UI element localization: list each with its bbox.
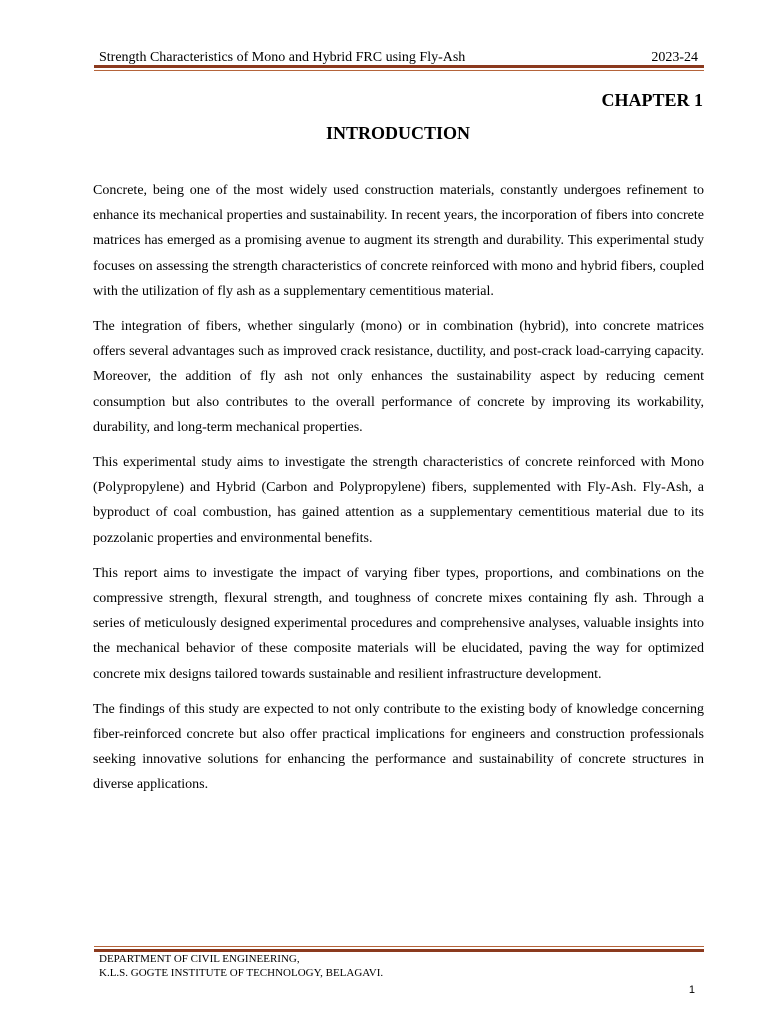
footer-institute: K.L.S. GOGTE INSTITUTE OF TECHNOLOGY, BELAGAVI. (99, 967, 384, 979)
chapter-label: CHAPTER 1 (601, 90, 703, 110)
header-rule-thin (94, 70, 704, 71)
paragraph: The findings of this study are expected to not only contribute to the existing body of knowledge concerning fiber-reinforced concrete but also offer practical implications for engineers and construction professionals seeking innovative solutions for enhancing the performance and sustainability of concrete structures in diverse applications. (93, 701, 704, 793)
footer-rule-thin (94, 946, 704, 947)
page-header (94, 50, 704, 66)
paragraph: This report aims to investigate the impact of varying fiber types, proportions, and combinations on the compressive strength, flexural strength, and toughness of concrete mixes containing fly ash. Through a series of meticulously designed experimental procedures and comprehensive analyses, valuable insights into the mechanical behavior of these composite materials will be elucidated, paving the way for optimized concrete mix designs tailored towards sustainable and resilient infrastructure development. (93, 565, 704, 682)
paragraph: This experimental study aims to investigate the strength characteristics of concrete reinforced with Mono (Polypropylene) and Hybrid (Carbon and Polypropylene) fibers, supplemented with Fly-Ash. Fly-Ash, a byproduct of coal combustion, has gained attention as a supplementary cementitious material due to its pozzolanic properties and environmental benefits. (93, 455, 704, 546)
body-text (93, 178, 704, 808)
section-heading: INTRODUCTION (325, 123, 471, 143)
paragraph: The integration of fibers, whether singularly (mono) or in combination (hybrid), into concrete matrices offers several advantages such as improved crack resistance, ductility, and post-crack load-carrying capacity. Moreover, the addition of fly ash not only enhances the sustainability aspect by reducing cement consumption but also contributes to the overall performance of concrete by improving its workability, durability, and long-term mechanical properties. (93, 319, 704, 435)
page-number: 1 (688, 984, 695, 996)
footer-department: DEPARTMENT OF CIVIL ENGINEERING, (99, 953, 300, 965)
header-year: 2023-24 (651, 50, 698, 65)
header-rule-thick (94, 65, 704, 68)
header-title: Strength Characteristics of Mono and Hybrid FRC using Fly-Ash (99, 50, 466, 65)
paragraph: Concrete, being one of the most widely used construction materials, constantly undergoes refinement to enhance its mechanical properties and sustainability. In recent years, the incorporation of fibers into concrete matrices has emerged as a promising avenue to augment its strength and durability. This experimental study focuses on assessing the strength characteristics of concrete reinforced with mono and hybrid fibers, coupled with the utilization of fly ash as a supplementary cementitious material. (93, 183, 704, 299)
page-footer (99, 952, 383, 980)
